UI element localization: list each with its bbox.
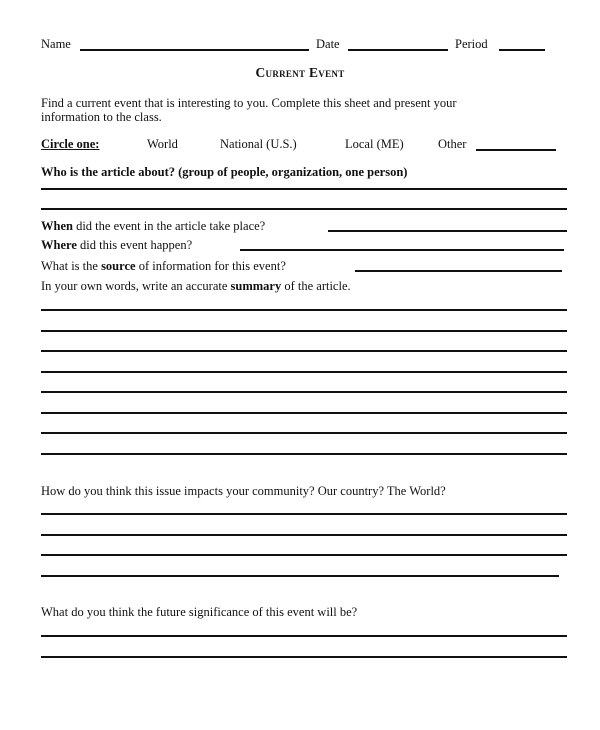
who-answer-line[interactable] xyxy=(41,188,567,190)
date-label: Date xyxy=(316,37,340,51)
impact-question: How do you think this issue impacts your community? Our country? The World? xyxy=(41,484,446,498)
date-field[interactable] xyxy=(348,49,448,51)
other-field[interactable] xyxy=(476,149,556,151)
option-world[interactable]: World xyxy=(147,137,178,151)
impact-answer-line[interactable] xyxy=(41,513,567,515)
source-answer-line[interactable] xyxy=(355,270,562,272)
summary-answer-line[interactable] xyxy=(41,330,567,332)
future-question: What do you think the future significance of this event will be? xyxy=(41,605,358,619)
who-answer-line[interactable] xyxy=(41,208,567,210)
impact-answer-line[interactable] xyxy=(41,554,567,556)
option-national[interactable]: National (U.S.) xyxy=(220,137,297,151)
page-title: Current Event xyxy=(255,65,345,80)
where-answer-line[interactable] xyxy=(240,249,564,251)
summary-answer-line[interactable] xyxy=(41,371,567,373)
period-label: Period xyxy=(455,37,488,51)
summary-answer-line[interactable] xyxy=(41,412,567,414)
intro-line-1: Find a current event that is interesting to you. Complete this sheet and present your xyxy=(41,96,457,110)
period-field[interactable] xyxy=(499,49,545,51)
intro-line-2: information to the class. xyxy=(41,110,162,124)
impact-answer-line[interactable] xyxy=(41,534,567,536)
name-field[interactable] xyxy=(80,49,309,51)
summary-answer-line[interactable] xyxy=(41,453,567,455)
who-question: Who is the article about? (group of people, organization, one person) xyxy=(41,165,408,179)
option-other[interactable]: Other xyxy=(438,137,467,151)
summary-question: In your own words, write an accurate summary of the article. xyxy=(41,279,351,293)
summary-answer-line[interactable] xyxy=(41,432,567,434)
name-label: Name xyxy=(41,37,71,51)
when-answer-line[interactable] xyxy=(328,230,567,232)
circle-one-label: Circle one: xyxy=(41,137,100,151)
summary-answer-line[interactable] xyxy=(41,391,567,393)
where-question: Where did this event happen? xyxy=(41,238,193,252)
future-answer-line[interactable] xyxy=(41,635,567,637)
option-local[interactable]: Local (ME) xyxy=(345,137,404,151)
summary-answer-line[interactable] xyxy=(41,350,567,352)
when-question: When did the event in the article take place? xyxy=(41,219,266,233)
impact-answer-line[interactable] xyxy=(41,575,559,577)
future-answer-line[interactable] xyxy=(41,656,567,658)
summary-answer-line[interactable] xyxy=(41,309,567,311)
source-question: What is the source of information for this event? xyxy=(41,259,286,273)
